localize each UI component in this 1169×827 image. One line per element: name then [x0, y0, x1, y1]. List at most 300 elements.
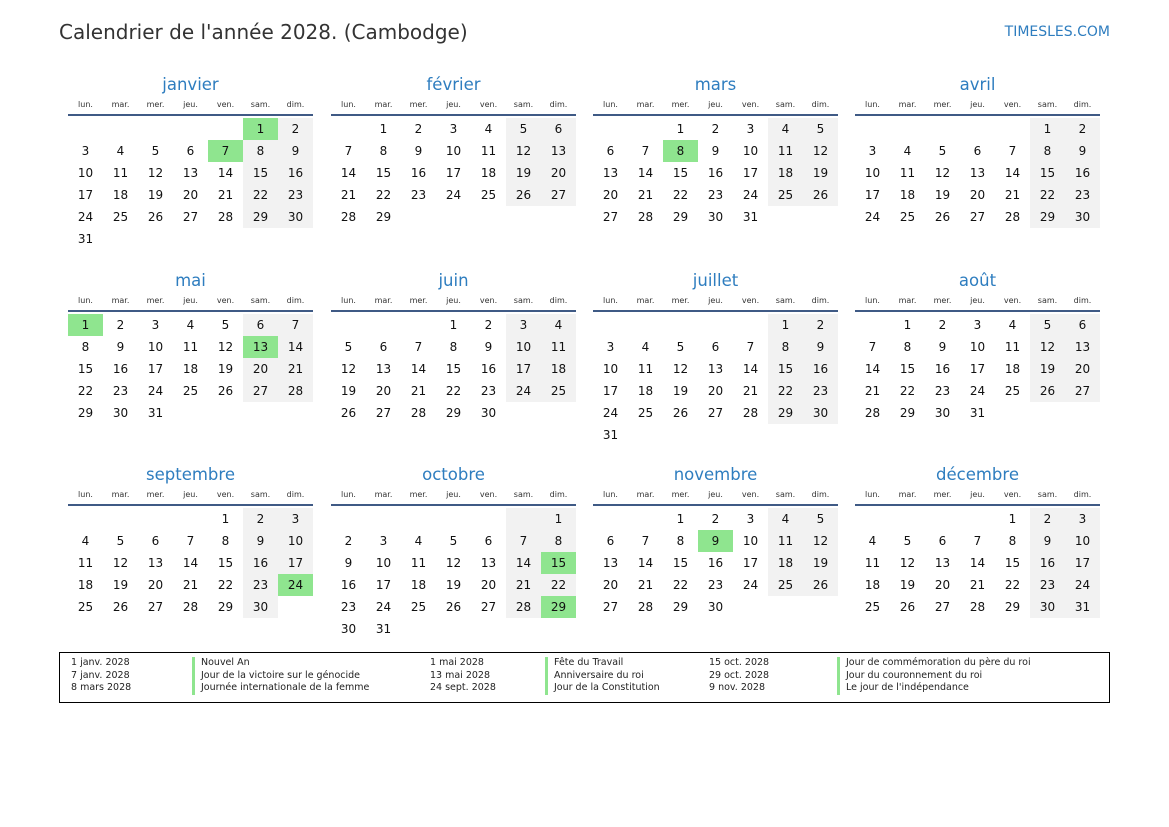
day-cell: 10	[147, 340, 164, 354]
weekday-label: mer.	[671, 296, 690, 305]
day-grid	[855, 314, 1100, 424]
day-cell: 18	[899, 188, 916, 202]
day-cell: 20	[602, 188, 619, 202]
empty-day-cell	[768, 596, 803, 618]
day-cell: 26	[147, 210, 164, 224]
day-cell: 18	[1004, 362, 1021, 376]
holiday-day-cell: 1	[68, 314, 103, 336]
day-cell: 28	[864, 406, 881, 420]
day-cell: 3	[379, 534, 388, 548]
day-cell: 12	[803, 530, 838, 552]
day-cell: 10	[375, 556, 392, 570]
day-cell: 11	[410, 556, 427, 570]
day-cell: 4	[81, 534, 90, 548]
weekday-label: mer.	[671, 100, 690, 109]
day-cell: 24	[602, 406, 619, 420]
day-cell: 16	[410, 166, 427, 180]
weekday-label: jeu.	[446, 296, 461, 305]
day-cell: 14	[864, 362, 881, 376]
weekday-label: mer.	[409, 296, 428, 305]
day-cell: 2	[243, 508, 278, 530]
weekday-label: dim.	[1073, 296, 1092, 305]
month-name: février	[426, 75, 481, 94]
weekday-label: dim.	[286, 296, 305, 305]
day-cell: 24	[147, 384, 164, 398]
day-cell: 14	[217, 166, 234, 180]
day-cell: 28	[637, 600, 654, 614]
day-cell: 25	[864, 600, 881, 614]
day-cell: 3	[1065, 508, 1100, 530]
empty-day-cell	[401, 618, 436, 640]
day-cell: 6	[973, 144, 982, 158]
day-cell: 19	[445, 578, 462, 592]
day-cell: 7	[414, 340, 423, 354]
empty-day-cell	[278, 596, 313, 618]
day-cell: 25	[480, 188, 497, 202]
empty-day-cell	[628, 424, 663, 446]
weekday-label: ven.	[741, 100, 760, 109]
day-cell: 18	[480, 166, 497, 180]
day-cell: 22	[445, 384, 462, 398]
day-cell: 22	[672, 578, 689, 592]
day-cell: 19	[803, 162, 838, 184]
day-cell: 23	[707, 188, 724, 202]
weekday-label: ven.	[479, 100, 498, 109]
day-cell: 8	[379, 144, 388, 158]
day-cell: 10	[742, 534, 759, 548]
empty-day-cell	[278, 228, 313, 250]
empty-day-cell	[173, 402, 208, 424]
day-cell: 15	[77, 362, 94, 376]
day-cell: 24	[445, 188, 462, 202]
empty-day-cell	[173, 118, 208, 140]
day-cell: 11	[112, 166, 129, 180]
day-cell: 27	[602, 600, 619, 614]
legend-holiday-name: Jour du couronnement du roi	[846, 669, 983, 681]
day-cell: 25	[410, 600, 427, 614]
day-cell: 18	[768, 162, 803, 184]
empty-day-cell	[628, 508, 663, 530]
weekday-label: lun.	[78, 296, 93, 305]
day-cell: 12	[506, 140, 541, 162]
legend-date: 8 mars 2028	[71, 682, 132, 693]
day-cell: 1	[676, 122, 685, 136]
legend-holiday-name: Anniversaire du roi	[554, 669, 644, 681]
day-cell: 4	[768, 508, 803, 530]
empty-day-cell	[628, 118, 663, 140]
day-cell: 20	[243, 358, 278, 380]
holiday-day-cell: 9	[698, 530, 733, 552]
day-cell: 27	[375, 406, 392, 420]
day-cell: 1	[221, 512, 230, 526]
day-cell: 6	[606, 534, 615, 548]
empty-day-cell	[803, 424, 838, 446]
day-cell: 17	[1065, 552, 1100, 574]
weekday-label: sam.	[513, 100, 534, 109]
day-grid	[593, 508, 838, 618]
day-cell: 26	[445, 600, 462, 614]
day-cell: 29	[375, 210, 392, 224]
day-cell: 21	[1004, 188, 1021, 202]
day-cell: 3	[746, 122, 755, 136]
day-cell: 18	[112, 188, 129, 202]
empty-day-cell	[401, 508, 436, 530]
day-cell: 11	[77, 556, 94, 570]
legend-date: 29 oct. 2028	[709, 669, 770, 681]
day-cell: 2	[116, 318, 125, 332]
month-name: avril	[959, 75, 996, 94]
day-cell: 20	[707, 384, 724, 398]
day-cell: 24	[969, 384, 986, 398]
day-cell: 24	[742, 578, 759, 592]
legend-names-col2	[545, 657, 660, 695]
empty-day-cell	[768, 424, 803, 446]
weekday-label: ven.	[741, 490, 760, 499]
weekday-label: ven.	[1003, 490, 1022, 499]
day-cell: 23	[278, 184, 313, 206]
holiday-day-cell: 29	[541, 596, 576, 618]
day-cell: 30	[803, 402, 838, 424]
day-cell: 13	[969, 166, 986, 180]
day-cell: 5	[506, 118, 541, 140]
weekday-label: ven.	[216, 490, 235, 499]
day-cell: 24	[1065, 574, 1100, 596]
day-cell: 14	[506, 552, 541, 574]
empty-day-cell	[663, 314, 698, 336]
day-cell: 10	[602, 362, 619, 376]
day-cell: 13	[1065, 336, 1100, 358]
day-cell: 6	[243, 314, 278, 336]
day-cell: 19	[803, 552, 838, 574]
day-cell: 17	[77, 188, 94, 202]
day-cell: 19	[217, 362, 234, 376]
day-cell: 24	[77, 210, 94, 224]
day-cell: 30	[1030, 596, 1065, 618]
day-cell: 18	[768, 552, 803, 574]
weekday-label: mer.	[933, 100, 952, 109]
day-cell: 26	[803, 184, 838, 206]
legend-date: 15 oct. 2028	[709, 657, 770, 668]
weekday-label: ven.	[216, 296, 235, 305]
day-cell: 16	[278, 162, 313, 184]
day-cell: 27	[969, 210, 986, 224]
weekday-label: dim.	[549, 296, 568, 305]
day-cell: 24	[375, 600, 392, 614]
day-cell: 1	[903, 318, 912, 332]
day-cell: 22	[768, 380, 803, 402]
empty-day-cell	[401, 314, 436, 336]
day-cell: 25	[899, 210, 916, 224]
weekday-label: jeu.	[708, 296, 723, 305]
day-cell: 2	[484, 318, 493, 332]
legend-date: 24 sept. 2028	[430, 682, 496, 693]
day-cell: 26	[217, 384, 234, 398]
day-cell: 7	[973, 534, 982, 548]
day-grid	[593, 118, 838, 228]
weekday-label: dim.	[1073, 100, 1092, 109]
legend-date: 9 nov. 2028	[709, 682, 765, 693]
day-cell: 20	[375, 384, 392, 398]
day-cell: 13	[375, 362, 392, 376]
day-cell: 28	[340, 210, 357, 224]
weekday-label: mer.	[409, 490, 428, 499]
day-cell: 30	[112, 406, 129, 420]
day-cell: 23	[803, 380, 838, 402]
day-cell: 26	[672, 406, 689, 420]
day-cell: 6	[606, 144, 615, 158]
day-cell: 6	[938, 534, 947, 548]
legend-date: 7 janv. 2028	[71, 669, 130, 681]
day-cell: 21	[637, 578, 654, 592]
holiday-day-cell: 7	[208, 140, 243, 162]
day-cell: 16	[934, 362, 951, 376]
day-cell: 30	[1065, 206, 1100, 228]
empty-day-cell	[506, 508, 541, 530]
weekday-label: sam.	[775, 296, 796, 305]
day-cell: 11	[480, 144, 497, 158]
holiday-day-cell: 15	[541, 552, 576, 574]
weekday-label: jeu.	[446, 100, 461, 109]
day-cell: 21	[278, 358, 313, 380]
legend-holiday-name: Jour de la victoire sur le génocide	[201, 669, 361, 681]
weekday-header	[331, 488, 576, 506]
day-cell: 10	[864, 166, 881, 180]
weekday-label: sam.	[250, 100, 271, 109]
empty-day-cell	[103, 228, 138, 250]
empty-day-cell	[855, 508, 890, 530]
weekday-label: sam.	[513, 296, 534, 305]
day-grid	[68, 508, 313, 618]
day-cell: 7	[1008, 144, 1017, 158]
day-cell: 28	[182, 600, 199, 614]
empty-day-cell	[698, 424, 733, 446]
day-cell: 17	[742, 166, 759, 180]
day-cell: 20	[541, 162, 576, 184]
month-block	[593, 74, 838, 228]
day-cell: 8	[903, 340, 912, 354]
day-cell: 4	[868, 534, 877, 548]
day-cell: 9	[344, 556, 353, 570]
day-cell: 13	[182, 166, 199, 180]
month-block	[331, 270, 576, 424]
day-cell: 7	[868, 340, 877, 354]
day-cell: 28	[969, 600, 986, 614]
weekday-label: mer.	[409, 100, 428, 109]
day-cell: 18	[864, 578, 881, 592]
day-cell: 14	[969, 556, 986, 570]
empty-day-cell	[366, 314, 401, 336]
day-cell: 9	[711, 144, 720, 158]
month-block	[68, 464, 313, 618]
legend-holiday-name: Nouvel An	[201, 657, 250, 668]
month-block	[855, 270, 1100, 424]
day-cell: 6	[541, 118, 576, 140]
day-cell: 2	[414, 122, 423, 136]
day-cell: 1	[541, 508, 576, 530]
day-cell: 22	[1030, 184, 1065, 206]
weekday-header	[855, 294, 1100, 312]
day-cell: 10	[278, 530, 313, 552]
empty-day-cell	[593, 314, 628, 336]
day-cell: 30	[707, 600, 724, 614]
day-cell: 31	[742, 210, 759, 224]
day-cell: 7	[641, 144, 650, 158]
day-cell: 17	[742, 556, 759, 570]
month-block	[593, 270, 838, 446]
day-cell: 15	[375, 166, 392, 180]
day-cell: 4	[768, 118, 803, 140]
weekday-header	[855, 488, 1100, 506]
day-cell: 25	[112, 210, 129, 224]
legend-holiday-name: Jour de la Constitution	[554, 682, 660, 693]
day-cell: 20	[147, 578, 164, 592]
day-cell: 26	[112, 600, 129, 614]
weekday-label: lun.	[603, 296, 618, 305]
day-cell: 16	[340, 578, 357, 592]
weekday-label: ven.	[741, 296, 760, 305]
day-cell: 21	[742, 384, 759, 398]
day-cell: 17	[278, 552, 313, 574]
day-cell: 31	[969, 406, 986, 420]
day-cell: 13	[934, 556, 951, 570]
day-cell: 21	[969, 578, 986, 592]
day-cell: 18	[77, 578, 94, 592]
weekday-label: lun.	[603, 490, 618, 499]
day-cell: 8	[1008, 534, 1017, 548]
day-cell: 19	[112, 578, 129, 592]
day-cell: 11	[541, 336, 576, 358]
weekday-label: mar.	[636, 490, 655, 499]
weekday-label: mar.	[636, 296, 655, 305]
day-cell: 16	[707, 166, 724, 180]
day-cell: 16	[803, 358, 838, 380]
day-cell: 2	[803, 314, 838, 336]
day-cell: 16	[1065, 162, 1100, 184]
weekday-label: sam.	[1037, 100, 1058, 109]
day-cell: 24	[506, 380, 541, 402]
day-grid	[855, 118, 1100, 228]
day-cell: 5	[151, 144, 160, 158]
day-cell: 1	[768, 314, 803, 336]
empty-day-cell	[138, 508, 173, 530]
day-cell: 20	[969, 188, 986, 202]
day-cell: 9	[1030, 530, 1065, 552]
day-cell: 17	[969, 362, 986, 376]
day-cell: 27	[480, 600, 497, 614]
day-cell: 28	[506, 596, 541, 618]
weekday-label: mar.	[898, 490, 917, 499]
empty-day-cell	[173, 228, 208, 250]
day-cell: 2	[1030, 508, 1065, 530]
day-cell: 10	[77, 166, 94, 180]
day-cell: 31	[602, 428, 619, 442]
site-link[interactable]: TIMESLES.COM	[1004, 24, 1110, 40]
weekday-label: sam.	[513, 490, 534, 499]
day-cell: 4	[186, 318, 195, 332]
weekday-header	[68, 98, 313, 116]
day-cell: 15	[1004, 556, 1021, 570]
day-cell: 3	[449, 122, 458, 136]
weekday-label: lun.	[865, 490, 880, 499]
day-cell: 23	[1030, 574, 1065, 596]
day-cell: 1	[1008, 512, 1017, 526]
month-name: juillet	[692, 271, 739, 290]
empty-day-cell	[995, 118, 1030, 140]
day-cell: 7	[641, 534, 650, 548]
day-cell: 5	[803, 118, 838, 140]
day-cell: 4	[541, 314, 576, 336]
day-cell: 19	[147, 188, 164, 202]
day-cell: 23	[707, 578, 724, 592]
weekday-label: lun.	[865, 296, 880, 305]
weekday-label: dim.	[286, 490, 305, 499]
weekday-header	[331, 294, 576, 312]
weekday-label: dim.	[549, 100, 568, 109]
weekday-label: lun.	[341, 296, 356, 305]
empty-day-cell	[103, 118, 138, 140]
empty-day-cell	[243, 228, 278, 250]
day-cell: 27	[707, 406, 724, 420]
weekday-label: dim.	[811, 490, 830, 499]
empty-day-cell	[436, 206, 471, 228]
day-grid	[68, 314, 313, 424]
day-cell: 29	[77, 406, 94, 420]
legend-holiday-name: Fête du Travail	[554, 657, 624, 668]
weekday-label: jeu.	[183, 296, 198, 305]
day-cell: 2	[711, 122, 720, 136]
day-cell: 22	[1004, 578, 1021, 592]
day-cell: 31	[77, 232, 94, 246]
day-cell: 3	[606, 340, 615, 354]
day-cell: 23	[340, 600, 357, 614]
day-cell: 5	[903, 534, 912, 548]
day-cell: 19	[672, 384, 689, 398]
day-cell: 28	[278, 380, 313, 402]
day-cell: 27	[147, 600, 164, 614]
day-cell: 23	[243, 574, 278, 596]
day-cell: 2	[938, 318, 947, 332]
weekday-label: jeu.	[970, 490, 985, 499]
day-cell: 14	[410, 362, 427, 376]
day-cell: 4	[116, 144, 125, 158]
empty-day-cell	[733, 596, 768, 618]
empty-day-cell	[436, 508, 471, 530]
day-cell: 21	[410, 384, 427, 398]
day-cell: 15	[672, 166, 689, 180]
day-cell: 13	[602, 166, 619, 180]
day-cell: 20	[1065, 358, 1100, 380]
month-name: mai	[175, 271, 206, 290]
day-cell: 31	[147, 406, 164, 420]
empty-day-cell	[663, 424, 698, 446]
day-cell: 8	[449, 340, 458, 354]
day-cell: 18	[541, 358, 576, 380]
day-cell: 6	[711, 340, 720, 354]
day-cell: 25	[768, 574, 803, 596]
empty-day-cell	[68, 508, 103, 530]
day-cell: 29	[899, 406, 916, 420]
empty-day-cell	[366, 508, 401, 530]
day-cell: 6	[379, 340, 388, 354]
day-cell: 8	[243, 140, 278, 162]
empty-day-cell	[278, 402, 313, 424]
empty-day-cell	[960, 508, 995, 530]
day-cell: 11	[1004, 340, 1021, 354]
month-name: octobre	[422, 465, 485, 484]
weekday-label: mar.	[111, 490, 130, 499]
empty-day-cell	[506, 402, 541, 424]
day-cell: 1	[449, 318, 458, 332]
